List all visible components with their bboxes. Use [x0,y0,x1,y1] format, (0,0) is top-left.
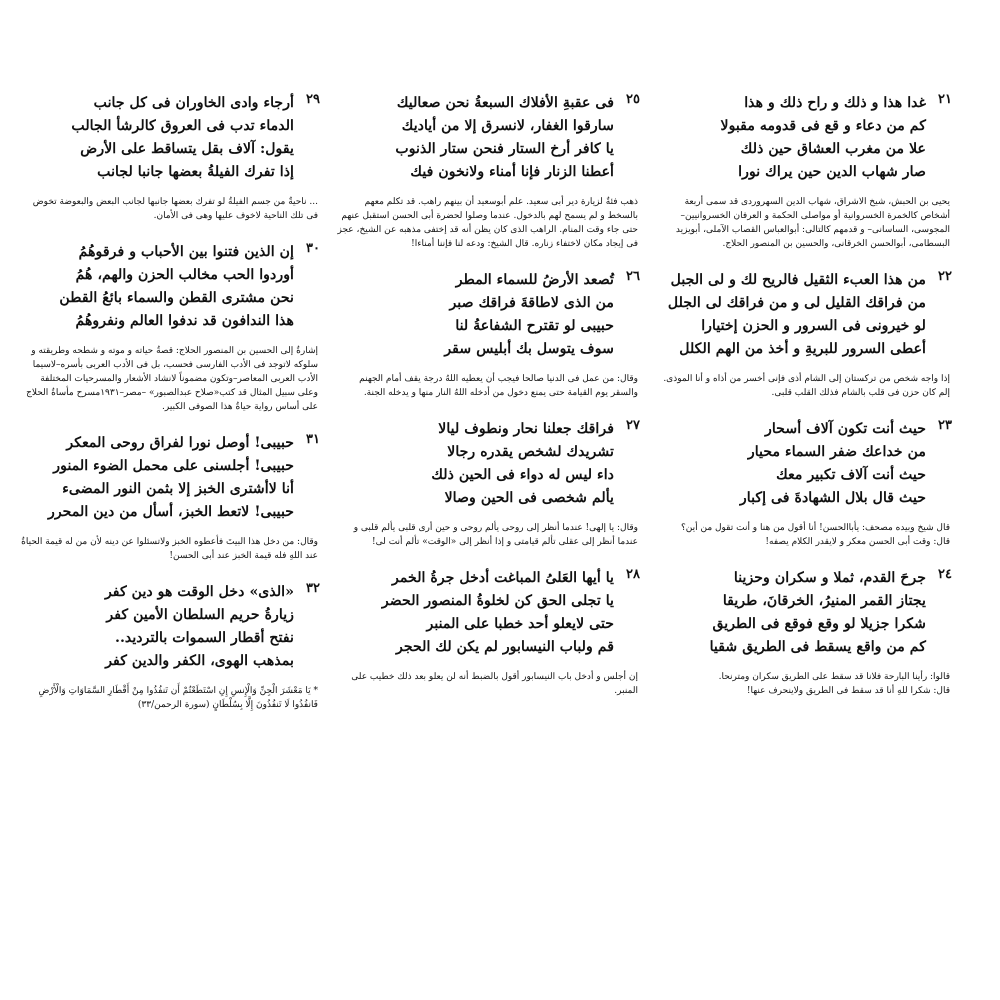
verse-line: حبيبى! لاتعط الخبز، أسأل من دين المحرر [48,504,294,520]
commentary-note [20,535,320,563]
verse-line: أعطنا الزنار فإنا أمناء ولانخون فيك [410,164,614,180]
note-paragraph: وقال: يا إلهى! عندما أنظر إلى روحى يألم روحى و حين أرى قلبى يألم قلبى و عندما أنظر إلى عقلى تألم قيامتى و إذا أنظر إلى «الوقت» تألم أنت لى! [353,523,638,547]
verse-line: داء ليس له دواء فى الحين ذلك [431,467,614,483]
verse-line: تشريدك لشخص يقدره رجالا [447,444,614,460]
poem-entry [20,581,320,712]
verse-line: أنا لاأشترى الخبز إلا بثمن النور المضىء [62,481,294,497]
note-paragraph: * يَا مَعْشَرَ الْجِنِّ وَالْإِنسِ إِنِ اسْتَطَعْتُمْ أَن تَنفُذُوا مِنْ أَقْطَارِ السَّمَاوَاتِ وَالْأَرْضِ فَانفُذُوا لَا تَنفُذُونَ إِلَّا بِسُلْطَانٍ (سورة الرحمن/٣٣) [38,686,318,710]
entry-number: ٢٣ [938,418,952,433]
poem-entry [20,432,320,563]
note-paragraph: إشارةُ إلى الحسين بن المنصور الحلاج: قصةُ حياته و موته و شطحه وطريقته و سلوكه لاتوجد فى الأدب الفارسى فحسب، بل فى الأدب العربى بأسره–لاسيما الأدب العربى المعاصر–وتكون مضموناً لانشاد الأشعار والمسرحيات المختلفة وعلى سبيل المثال قد كتب«صلاح عبدالصبور» –مصر–١٩٣١مسرح مأساةُ الحلاج على أساس رواية حياةُ هذا الصوفى الكبير. [26,346,318,412]
verse-block [660,418,952,510]
verse-block [335,418,640,510]
verse-block [335,92,640,184]
entry-number: ٢١ [938,92,952,107]
verse-block [335,269,640,361]
verse-line: الدماء تدب فى العروق كالرشأ الجالب [71,118,294,134]
entry-number: ٣٢ [306,581,320,596]
entry-number: ٣٠ [306,241,320,256]
verse-line: سارقوا الغفار، لانسرق إلا من أياديك [401,118,614,134]
verse-line: من فراقك القليل لى و من فراقك لى الجلل [667,295,926,311]
verse-line: يا أيها العَلىُ المباغت أدخل جرةُ الخمر [392,570,614,586]
entry-number: ٢٢ [938,269,952,284]
verse-line: حيث قال بلال الشهادةَ فى إكبار [739,490,926,506]
entry-number: ٣١ [306,432,320,447]
entry-number: ٢٦ [626,269,640,284]
verse-block [20,241,320,333]
entry-number: ٢٥ [626,92,640,107]
commentary-note [660,521,952,549]
entry-number: ٢٨ [626,567,640,582]
verse-line: أرجاء وادى الخاوران فى كل جانب [93,95,294,111]
note-paragraph: قالوا: رأينا البارحة فلانا قد سقط على الطريق سكران ومترنحا. [718,672,950,682]
verse-line: حبيبى! أوصل نورا لفراق روحى المعكر [66,435,294,451]
note-paragraph: إذا واجه شخص من تركستان إلى الشام أذى فإنى أخسر من أذاه و أنا الموذى. إلم كان حزن فى قلب بالشام فذلك القلب قلبى. [663,374,950,398]
note-paragraph: قال: وقت أبى الحسن معكر و لايقدر الكلام يصفه! [765,537,950,547]
note-paragraph: ذهب فئةٌ لزيارة دير أبى سعيد. علم أبوسعيد أن بينهم راهب. قد تكلم معهم بالسخط و لم يسمح لهم بالدخول. عندما وصلوا لحضرة أبى الحسن استقبل عنهم حتى جاء وقت المنام. الراهب الذى كان يظن أنه قد إختفى مذهبه عن الشيخ، عجز فى إيجاد مكان لاختفاء زناره. قال الشيخ: ودعه لنا فإننا أمناءا! [337,197,638,249]
verse-line: كم من دعاء و قع فى قدومه مقبولا [720,118,926,134]
poem-entry [335,567,640,698]
poem-entry [660,92,952,251]
poem-entry [20,92,320,223]
verse-line: صار شهاب الدين حين يراك نورا [738,164,926,180]
poem-entry [660,567,952,698]
verse-line: سوف يتوسل بك أبليس سقر [444,341,614,357]
verse-line: فى عقبةِ الأفلاك السبعةُ نحن صعاليك [396,95,614,111]
commentary-note [20,684,320,712]
verse-line: أوردوا الحب مخالب الحزن والهم، هُمُ [75,267,294,283]
poem-entry [335,269,640,400]
note-paragraph: يحيى بن الحبش، شيخ الاشراق، شهاب الدين السهروردى قد سمى أربعة أشخاص كالخمرة الخسروانية أو مواصلى الحكمة و العرفان الخسروانيين–المجوسى، الساسانى– و قدمهم كالتالى: أبوالعباس القصاب الآملى، أبويزيد البسطامى، أبوالحسن الخرقانى، والحسين بن المنصور الحلاج. [675,197,950,249]
verse-block [660,92,952,184]
verse-line: حيث أنت تكون آلاف أسحار [765,421,926,437]
verse-block [335,567,640,659]
verse-line: زيارةُ حريم السلطان الأمين كفر [106,607,294,623]
verse-line: قم ولباب النيسابور لم يكن لك الحجر [396,639,614,655]
verse-block [20,432,320,524]
verse-line: نفتح أقطار السموات بالترديد.. [115,630,294,646]
commentary-note [660,372,952,400]
poem-entry [660,269,952,400]
verse-line: يجتاز القمر المنيرُ، الخرقانَ، طريقا [722,593,926,609]
verse-line: هذا الندافون قد ندفوا العالم ونفروهُمُ [75,313,294,329]
commentary-note [660,195,952,251]
verse-line: من هذا العبء الثقيل فالريح لك و لى الجبل [670,272,926,288]
commentary-note [20,344,320,414]
commentary-note [335,670,640,698]
column-right [660,92,952,716]
verse-line: من الذى لاطاقةَ فراقك صبر [449,295,614,311]
verse-line: كم من واقع يسقط فى الطريق شقيا [709,639,926,655]
poem-entry [335,418,640,549]
verse-line: حبيبى لو تقترح الشفاعةُ لنا [455,318,614,334]
poem-entry [660,418,952,549]
verse-line: يقول: آلاف بقل يتساقط على الأرض [80,141,294,157]
verse-line: حيث أنت آلاف تكبير معك [776,467,926,483]
entry-number: ٢٩ [306,92,320,107]
verse-line: لو خيرونى فى السرور و الحزن إختيارا [701,318,926,334]
verse-line: شكرا جزيلا لو وقع فوقع فى الطريق [712,616,926,632]
verse-line: فراقك جعلنا نحار ونطوف ليالا [438,421,614,437]
note-paragraph: ... ناحيةٌ من جسم الفيلةُ لو تفرك بعضها جانبها لجانب البعض والبعوضة تخوض فى تلك الناحية لاخوف عليها وهى فى الأمان. [32,197,318,221]
verse-line: بمذهب الهوى، الكفر والدين كفر [105,653,294,669]
note-paragraph: وقال: من عمل فى الدنيا صالحا فيجب أن يعطيه اللهُ درجة يقف أمام الجهنم والسقر يوم القيامة حتى يمنع دخول من أدخله اللهُ النار منها و يدخله الجنة. [359,374,638,398]
verse-block [20,581,320,673]
verse-block [660,269,952,361]
verse-line: «الذى» دخل الوقت هو دين كفر [104,584,294,600]
verse-line: حبيبى! أجلسنى على محمل الضوء المنور [53,458,294,474]
verse-line: يا كافر أرخ الستار فنحن ستار الذنوب [395,141,614,157]
poem-entry [335,92,640,251]
verse-line: أعطى السرور للبريةِ و أخذ من الهم الكلل [679,341,926,357]
verse-block [20,92,320,184]
commentary-note [335,195,640,251]
poem-entry [20,241,320,414]
note-paragraph: قال: شكرا للهِ أنا قد سقط فى الطريق ولاينحرف عنها! [746,686,950,696]
verse-line: نحن مشترى القطن والسماء بائعُ القطن [59,290,294,306]
verse-line: يا تجلى الحق كن لخلوةُ المنصور الحضر [381,593,614,609]
verse-line: من خداعك ضفر السماء محيار [747,444,926,460]
column-middle [335,92,640,716]
note-paragraph: قال شيخ وبيده مصحف: يأباالحسن! أنا أقول من هنا و أنت تقول من أين؟ [680,523,950,533]
commentary-note [335,372,640,400]
verse-line: إن الذين فتنوا بين الأحباب و فرقوهُمُ [78,244,294,260]
verse-line: حتى لايعلو أحد خطبا على المنبر [426,616,614,632]
verse-line: جرحَ القدم، ثملا و سكران وحزينا [733,570,926,586]
verse-line: إذا تفرك الفيلةُ بعضها جانبا لجانب [97,164,294,180]
column-left [20,92,320,730]
entry-number: ٢٧ [626,418,640,433]
verse-line: علا من مغرب العشاق حين ذلك [740,141,926,157]
note-paragraph: إن أجلس و أدخل باب النيسابور أقول بالضبط أنه لن يعلو بعد ذلك خطيب على المنبر. [351,672,638,696]
entry-number: ٢٤ [938,567,952,582]
verse-line: غدا هذا و ذلك و راح ذلك و هذا [744,95,926,111]
verse-line: تُصعد الأرضُ للسماء المطر [455,272,614,288]
note-paragraph: وقال: من دخل هذا البيتَ فأعطوه الخبز ولاتسئلوا عن دينه لأن من له قيمة الحياةُ عند اللهِ فله قيمة الخبز عند أبى الحسن! [21,537,318,561]
verse-block [660,567,952,659]
commentary-note [335,521,640,549]
commentary-note [660,670,952,698]
verse-line: يألم شخصى فى الحين وصالا [444,490,614,506]
commentary-note [20,195,320,223]
